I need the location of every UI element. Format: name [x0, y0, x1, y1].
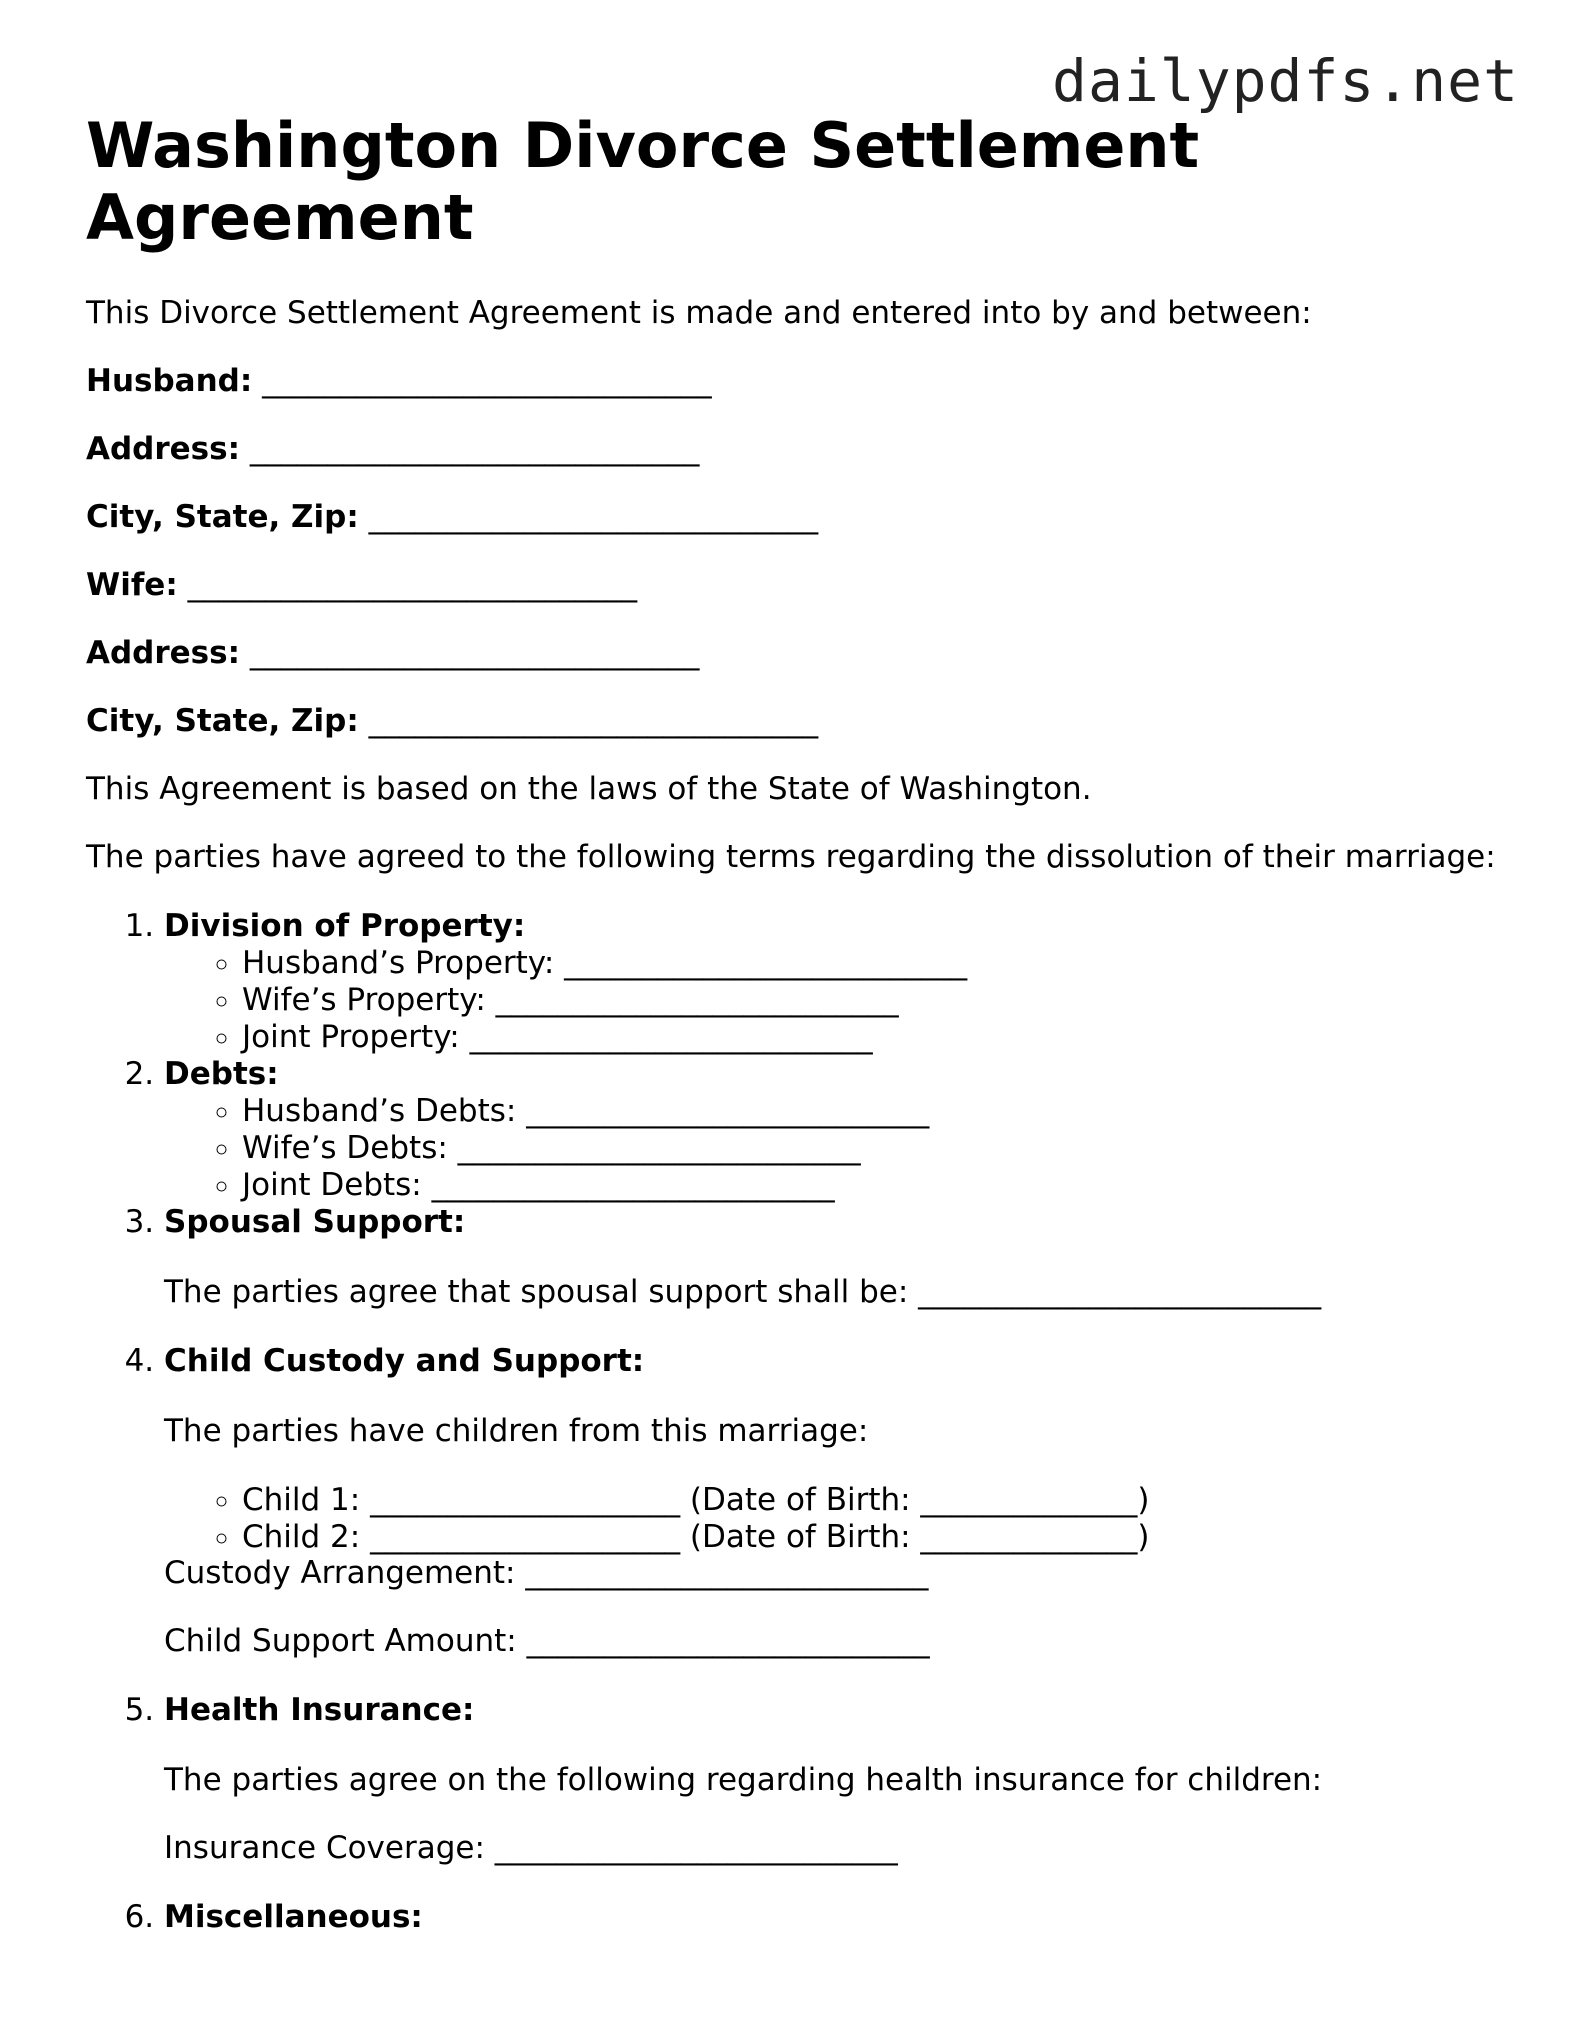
- term-spousal-title: Spousal Support:: [164, 1204, 466, 1240]
- husband-address-label: Address:: [86, 431, 240, 467]
- joint-debts-item[interactable]: ◦ Joint Debts: __________________________: [242, 1167, 1506, 1204]
- custody-intro-text: The parties have children from this marriage:: [164, 1413, 869, 1449]
- husband-city-field[interactable]: [86, 500, 1506, 534]
- term-misc-title: Miscellaneous:: [164, 1899, 423, 1935]
- spousal-support-text[interactable]: The parties agree that spousal support shall be: __________________________: [164, 1274, 1322, 1310]
- term-debts-title: Debts:: [164, 1056, 279, 1092]
- husband-field[interactable]: [86, 364, 1506, 398]
- terms-list: [86, 908, 1506, 1936]
- custody-arrangement-field[interactable]: Custody Arrangement: __________________________: [164, 1555, 929, 1591]
- term-debts: [164, 1056, 1506, 1204]
- term-child-custody: [164, 1343, 1506, 1658]
- debts-list: [164, 1093, 1506, 1204]
- intro-text: This Divorce Settlement Agreement is made and entered into by and between:: [86, 295, 1312, 331]
- children-list: [164, 1482, 1506, 1556]
- insurance-coverage-field[interactable]: Insurance Coverage: __________________________: [164, 1830, 898, 1866]
- husband-label: Husband:: [86, 363, 253, 399]
- wife-address-label: Address:: [86, 635, 240, 671]
- health-insurance-text: The parties agree on the following regarding health insurance for children:: [164, 1762, 1323, 1798]
- wife-city-label: City, State, Zip:: [86, 703, 359, 739]
- child-2-item[interactable]: ◦ Child 2: ____________________ (Date of Birth: ______________): [242, 1519, 1506, 1556]
- wife-city-blank[interactable]: _____________________________: [368, 703, 819, 739]
- term-property-title: Division of Property:: [164, 908, 526, 944]
- document-title: Washington Divorce Settlement Agreement: [86, 109, 1200, 254]
- property-list: [164, 945, 1506, 1056]
- term-property: [164, 908, 1506, 1056]
- husband-address-field[interactable]: [86, 432, 1506, 466]
- wife-address-blank[interactable]: _____________________________: [249, 635, 700, 671]
- term-custody-title: Child Custody and Support:: [164, 1343, 645, 1379]
- husband-city-label: City, State, Zip:: [86, 499, 359, 535]
- child-support-amount-field[interactable]: Child Support Amount: __________________________: [164, 1623, 930, 1659]
- term-miscellaneous: [164, 1899, 1506, 1936]
- wife-blank[interactable]: _____________________________: [187, 567, 638, 603]
- term-health-title: Health Insurance:: [164, 1692, 475, 1728]
- wife-property-item[interactable]: ◦ Wife’s Property: __________________________: [242, 982, 1506, 1019]
- terms-intro: The parties have agreed to the following terms regarding the dissolution of their marriage:: [86, 839, 1496, 875]
- wife-debts-item[interactable]: ◦ Wife’s Debts: __________________________: [242, 1130, 1506, 1167]
- child-1-item[interactable]: ◦ Child 1: ____________________ (Date of Birth: ______________): [242, 1482, 1506, 1519]
- wife-address-field[interactable]: [86, 636, 1506, 670]
- wife-label: Wife:: [86, 567, 178, 603]
- law-statement: This Agreement is based on the laws of the State of Washington.: [86, 771, 1092, 807]
- term-spousal-support: [164, 1204, 1506, 1309]
- husband-debts-item[interactable]: ◦ Husband’s Debts: __________________________: [242, 1093, 1506, 1130]
- watermark-text: dailypdfs.net: [1052, 47, 1519, 115]
- husband-property-item[interactable]: ◦ Husband’s Property: __________________________: [242, 945, 1506, 982]
- husband-blank[interactable]: _____________________________: [262, 363, 712, 399]
- joint-property-item[interactable]: ◦ Joint Property: __________________________: [242, 1019, 1506, 1056]
- wife-field[interactable]: [86, 568, 1506, 602]
- document-page: [86, 110, 1506, 1936]
- husband-address-blank[interactable]: _____________________________: [249, 431, 700, 467]
- term-health-insurance: [164, 1692, 1506, 1865]
- husband-city-blank[interactable]: _____________________________: [368, 499, 819, 535]
- wife-city-field[interactable]: [86, 704, 1506, 738]
